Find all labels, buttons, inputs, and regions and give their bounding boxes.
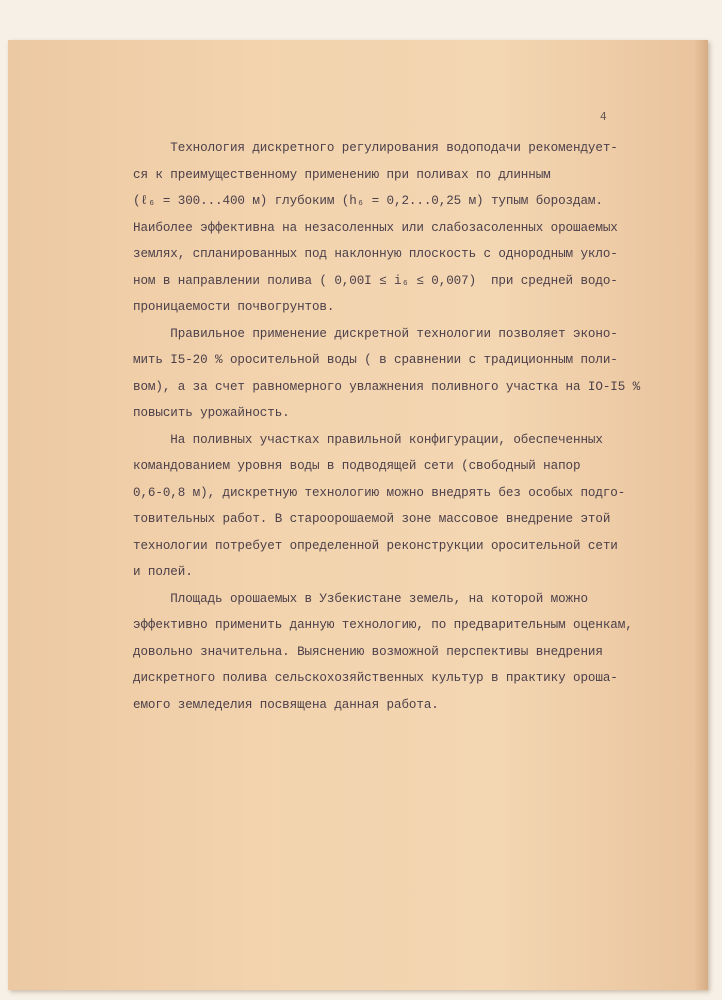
text-line: проницаемости почвогрунтов.: [133, 300, 335, 314]
text-line: вом), а за счет равномерного увлажнения поливного участка на IO-I5 %: [133, 379, 641, 394]
text-line: эффективно применить данную технологию, по предварительным оценкам,: [133, 618, 633, 632]
document-page: [8, 40, 708, 990]
text-line: Правильное применение дискретной технологии позволяет эконо-: [133, 326, 618, 341]
body-text: [133, 135, 668, 718]
text-line: командованием уровня воды в подводящей сети (свободный напор: [133, 459, 581, 473]
text-line: землях, спланированных под наклонную плоскость с однородным укло-: [133, 247, 618, 261]
paragraph-1: [133, 135, 668, 321]
text-line: На поливных участках правильной конфигурации, обеспеченных: [133, 432, 603, 447]
paragraph-4: [133, 586, 668, 719]
text-line: Площадь орошаемых в Узбекистане земель, на которой можно: [133, 591, 588, 606]
text-line: и полей.: [133, 565, 193, 579]
text-line: (ℓ₆ = 300...400 м) глубоким (h₆ = 0,2...0,25 м) тупым бороздам.: [133, 194, 603, 208]
text-line: повысить урожайность.: [133, 406, 290, 420]
text-line: мить I5-20 % оросительной воды ( в сравнении с традиционным поли-: [133, 353, 618, 367]
page-number: 4: [600, 110, 607, 123]
text-line: довольно значительна. Выяснению возможной перспективы внедрения: [133, 644, 603, 659]
text-line: 0,6-0,8 м), дискретную технологию можно внедрять без особых подго-: [133, 485, 626, 500]
text-line: ном в направлении полива ( 0,00I ≤ i₆ ≤ 0,007) при средней водо-: [133, 273, 618, 288]
text-line: дискретного полива сельскохозяйственных культур в практику ороша-: [133, 671, 618, 685]
paragraph-3: [133, 427, 668, 586]
text-line: технологии потребует определенной реконструкции оросительной сети: [133, 538, 618, 553]
text-line: емого земледелия посвящена данная работа.: [133, 697, 439, 712]
page-edge-shadow: [694, 40, 708, 990]
paragraph-2: [133, 321, 668, 427]
text-line: Технология дискретного регулирования водоподачи рекомендует-: [133, 141, 618, 155]
text-line: ся к преимущественному применению при поливах по длинным: [133, 167, 551, 182]
text-line: товительных работ. В староорошаемой зоне массовое внедрение этой: [133, 512, 611, 526]
text-line: Наиболее эффективна на незасоленных или слабозасоленных орошаемых: [133, 220, 618, 235]
